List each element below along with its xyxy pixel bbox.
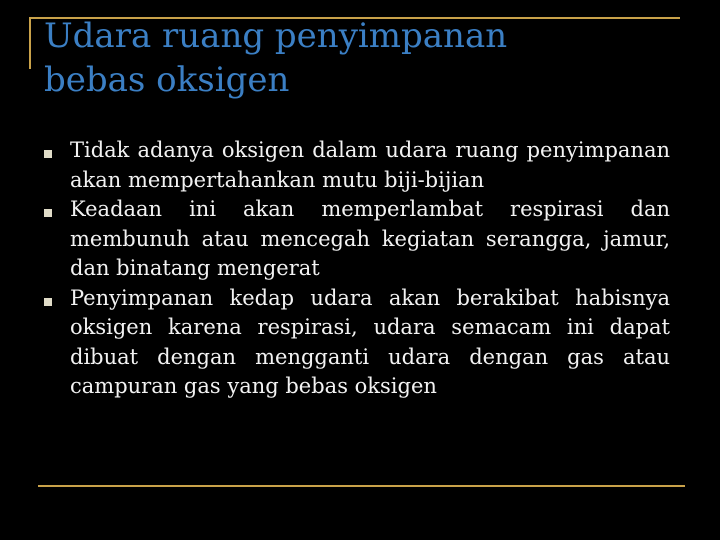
bullet-text: Keadaan ini akan memperlambat respirasi dan membunuh atau mencegah kegiatan serangga, jamur, dan binatang mengerat bbox=[70, 197, 670, 280]
square-bullet-icon bbox=[44, 298, 52, 306]
bullet-list bbox=[44, 136, 670, 402]
footer-accent-bar bbox=[38, 485, 685, 487]
title-accent-bar-left bbox=[29, 17, 31, 69]
slide-title-line-2: bebas oksigen bbox=[44, 60, 290, 100]
bullet-text: Penyimpanan kedap udara akan berakibat habisnya oksigen karena respirasi, udara semacam ini dapat dibuat dengan mengganti udara dengan gas atau campuran gas yang bebas oksigen bbox=[70, 285, 670, 398]
bullet-item bbox=[44, 195, 670, 284]
slide-title bbox=[44, 14, 684, 102]
bullet-text: Tidak adanya oksigen dalam udara ruang penyimpanan akan mempertahankan mutu biji-bijian bbox=[70, 138, 670, 192]
slide-title-line-1: Udara ruang penyimpanan bbox=[44, 16, 508, 56]
bullet-item bbox=[44, 284, 670, 402]
square-bullet-icon bbox=[44, 209, 52, 217]
bullet-item bbox=[44, 136, 670, 195]
square-bullet-icon bbox=[44, 150, 52, 158]
